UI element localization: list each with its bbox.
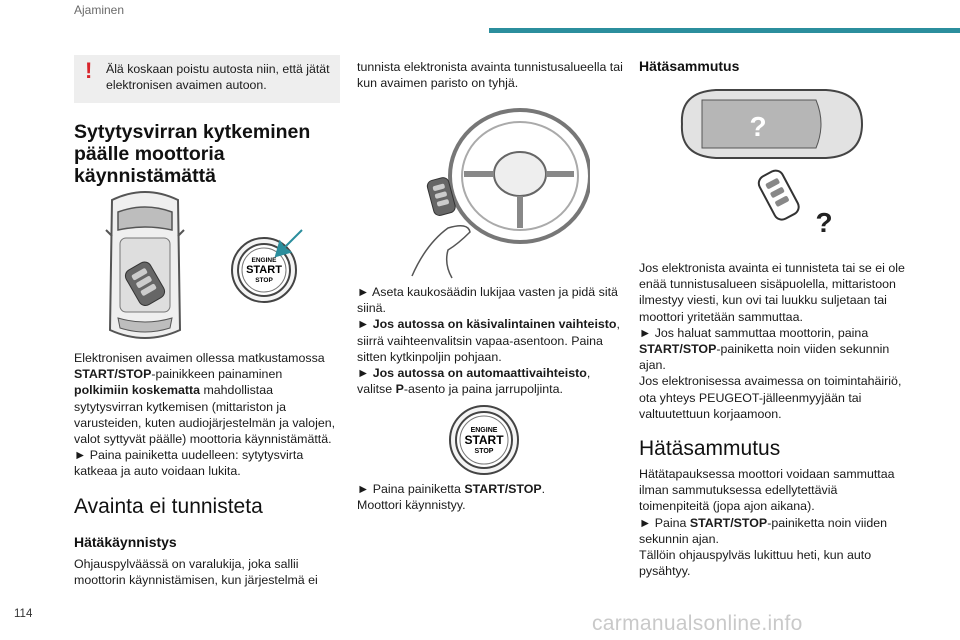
button-label-stop: STOP — [255, 277, 273, 284]
paragraph-emergency-start: Ohjauspylväässä on varalukija, joka sallii moottorin käynnistämisen, kun järjestelmä ei — [74, 556, 318, 588]
car-question-illustration — [676, 84, 866, 250]
heading-emergency-stop: Hätäsammutus — [639, 437, 781, 461]
press-arrow-icon — [276, 230, 302, 256]
paragraph-ignition: Elektronisen avaimen ollessa matkustamossa START/STOP-painikkeen painaminen polkimiin koskematta mahdollistaa sytytysvirran kytkemisen (mittariston ja varusteiden, kuten audiojärjestelmän ja valojen, valot syttyvät päälle) moottoria käynnistämättä. — [74, 351, 336, 447]
warning-text: Älä koskaan poistu autosta niin, että jätät elektronisen avaimen autoon. — [106, 62, 330, 92]
step-automatic: ► Jos autossa on automaattivaihteisto, valitse P-asento ja paina jarrupoljinta. — [357, 366, 591, 397]
step-press-start-5s: ► Paina START/STOP-painiketta noin viiden sekunnin ajan. — [639, 515, 888, 546]
section-label: Ajaminen — [74, 3, 125, 17]
heading-emergency-start: Hätäkäynnistys — [74, 533, 177, 550]
watermark: carmanualsonline.info — [592, 612, 803, 635]
steering-wheel-illustration — [408, 104, 590, 280]
warning-box — [74, 55, 340, 103]
page-number: 114 — [14, 608, 33, 620]
column-2-steps — [357, 284, 623, 397]
paragraph-not-recognized: tunnista elektronista avainta tunnistusalueella tai kun avaimen paristo on tyhjä. — [357, 60, 623, 91]
question-mark-key: ? — [815, 207, 833, 238]
column-1-text — [74, 350, 340, 588]
step-press-again: ► Paina painiketta uudelleen: sytytysvirta katkeaa ja auto voidaan lukita. — [74, 448, 304, 479]
step-press-start: ► Paina painiketta START/STOP. — [357, 482, 546, 496]
paragraph-emergency-stop: Hätätapauksessa moottori voidaan sammuttaa ilman sammutuksessa edellytettäviä toimenpiteitä (jopa ajon aikana). — [639, 467, 895, 514]
button-label-start: START — [464, 433, 504, 447]
engine-start-button-illustration — [224, 226, 308, 310]
paragraph-malfunction: Jos elektronisessa avaimessa on toimintahäiriö, ota yhteys PEUGEOT-jälleenmyyjään tai valtuutettuun korjaamoon. — [639, 374, 902, 421]
warning-icon: ! — [85, 58, 93, 83]
header-accent-bar — [489, 28, 960, 33]
paragraph-not-detected: Jos elektronista avainta ei tunnisteta tai se ei ole enää tunnistusalueen sisäpuolella, mittaristoon ilmestyy viesti, kun ovi tai luukku suljetaan tai moottori yritetään sammuttaa. — [639, 261, 905, 324]
heading-ignition: Sytytysvirran kytkeminen päälle moottoria käynnistämättä — [74, 121, 311, 187]
step-stop-engine: ► Jos haluat sammuttaa moottorin, paina START/STOP-painiketta noin viiden sekunnin ajan. — [639, 325, 890, 373]
column-3-top — [639, 58, 907, 74]
step-manual: ► Jos autossa on käsivalintainen vaihteisto, siirrä vaihteenvalitsin vapaa-asentoon. Paina sitten kytkinpoljin pohjaan. — [357, 317, 620, 364]
heading-key-not-recognized: Avainta ei tunnisteta — [74, 494, 263, 518]
column-1 — [74, 55, 340, 187]
question-mark-car: ? — [749, 111, 767, 142]
button-label-stop: STOP — [474, 448, 494, 455]
column-2-final — [357, 481, 623, 513]
step-hold-key: ► Aseta kaukosäädin lukijaa vasten ja pidä sitä siinä. — [357, 285, 618, 316]
button-label-engine: ENGINE — [251, 257, 277, 264]
button-label-engine: ENGINE — [470, 427, 498, 434]
paragraph-column-lock: Tällöin ohjauspylväs lukittuu heti, kun auto pysähtyy. — [639, 548, 872, 579]
column-3-text — [639, 260, 907, 579]
column-2-top — [357, 59, 623, 91]
engine-start-button-illustration-2 — [446, 402, 522, 478]
key-fob-icon — [756, 168, 801, 223]
engine-starts-text: Moottori käynnistyy. — [357, 498, 466, 513]
button-label-start: START — [246, 264, 282, 276]
car-key-illustration — [100, 190, 190, 342]
hand-icon — [412, 226, 470, 278]
heading-emergency-stop-small: Hätäsammutus — [639, 58, 740, 74]
